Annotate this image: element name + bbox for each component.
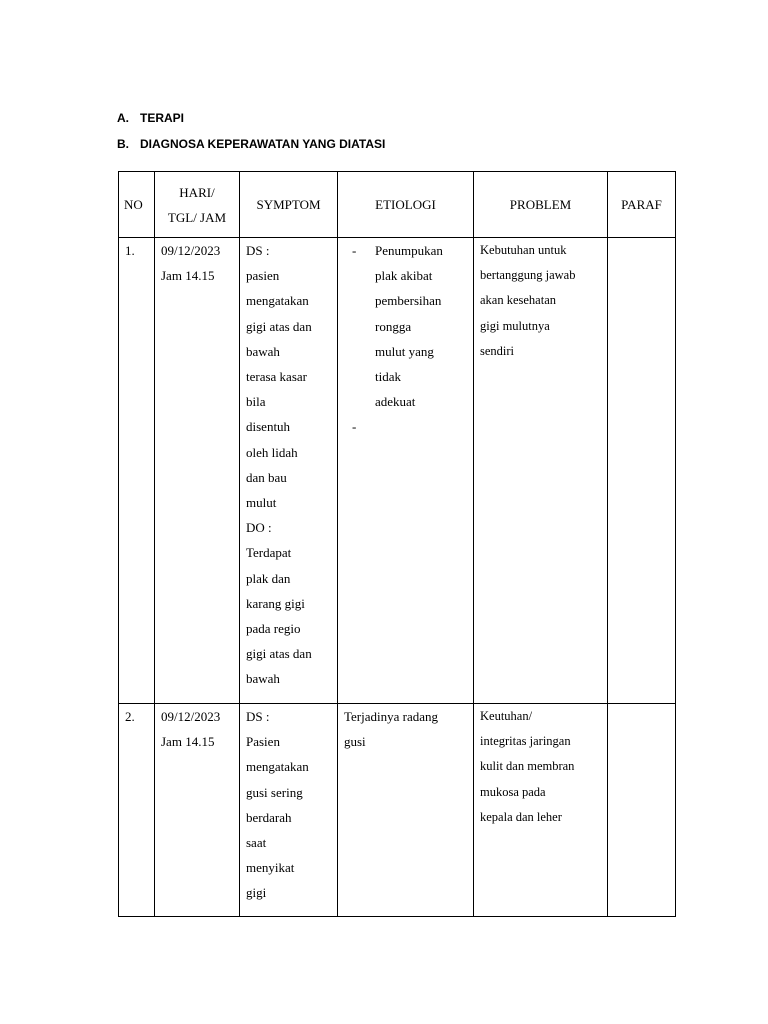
cell-symptom — [240, 704, 338, 917]
text-line: gigi atas dan — [246, 646, 312, 662]
text-line: integritas jaringan — [480, 734, 571, 749]
heading-text: DIAGNOSA KEPERAWATAN YANG DIATASI — [140, 137, 386, 151]
text-line: rongga — [375, 318, 412, 334]
cell-etiologi — [338, 704, 474, 917]
text-line: mulut yang — [375, 343, 434, 359]
date-value: 09/12/2023 — [161, 709, 221, 724]
heading-diagnosa — [117, 137, 385, 151]
text-line: Penumpukan — [375, 243, 443, 258]
table-row — [119, 704, 676, 917]
text-line: DO : — [246, 520, 272, 536]
cell-no: 1. — [119, 238, 155, 704]
heading-letter: B. — [117, 137, 129, 151]
header-date-line1: HARI/ — [179, 184, 215, 200]
header-paraf: PARAF — [608, 172, 676, 238]
cell-date — [155, 704, 240, 917]
text-line: disentuh — [246, 419, 291, 435]
text-line: Terjadinya radang — [344, 709, 439, 724]
header-problem: PROBLEM — [474, 172, 608, 238]
diagnosis-table — [118, 171, 676, 917]
text-line: gigi mulutnya — [480, 318, 550, 333]
cell-problem — [474, 238, 608, 704]
text-line: plak akibat — [375, 268, 433, 284]
text-line: menyikat — [246, 860, 295, 876]
bullet-dash: - — [352, 243, 357, 258]
text-line: DS : — [246, 243, 270, 258]
text-line: mengatakan — [246, 293, 309, 309]
time-value: Jam 14.15 — [161, 268, 215, 284]
cell-no: 2. — [119, 704, 155, 917]
text-line: pasien — [246, 268, 280, 284]
cell-date — [155, 238, 240, 704]
text-line: mukosa pada — [480, 784, 546, 799]
text-line: gusi — [344, 734, 366, 750]
text-line: mulut — [246, 495, 277, 511]
heading-text: TERAPI — [140, 111, 185, 125]
text-line: bila — [246, 394, 266, 410]
bullet-dash: - — [352, 419, 357, 435]
header-date-line2: TGL/ JAM — [167, 209, 227, 225]
header-date — [155, 172, 240, 238]
heading-terapi — [117, 111, 184, 125]
text-line: oleh lidah — [246, 444, 298, 460]
header-no: NO — [119, 172, 155, 238]
text-line: bawah — [246, 343, 280, 359]
text-line: dan bau — [246, 469, 287, 485]
text-line: Keutuhan/ — [480, 709, 533, 723]
text-line: Terdapat — [246, 545, 292, 561]
text-line: pembersihan — [375, 293, 442, 309]
cell-symptom — [240, 238, 338, 704]
header-symptom: SYMPTOM — [240, 172, 338, 238]
cell-paraf — [608, 238, 676, 704]
table-row — [119, 238, 676, 704]
text-line: kulit dan membran — [480, 759, 575, 774]
cell-problem — [474, 704, 608, 917]
text-line: pada regio — [246, 621, 301, 637]
text-line: berdarah — [246, 809, 292, 825]
text-line: gigi atas dan — [246, 318, 312, 334]
cell-etiologi — [338, 238, 474, 704]
text-line: karang gigi — [246, 595, 305, 611]
text-line: plak dan — [246, 570, 291, 586]
text-line: terasa kasar — [246, 369, 307, 385]
text-line: bawah — [246, 671, 280, 687]
text-line: akan kesehatan — [480, 293, 557, 308]
heading-letter: A. — [117, 111, 129, 125]
text-line: Pasien — [246, 734, 280, 750]
text-line: kepala dan leher — [480, 809, 562, 824]
cell-paraf — [608, 704, 676, 917]
text-line: gigi — [246, 885, 267, 901]
time-value: Jam 14.15 — [161, 734, 215, 750]
text-line: DS : — [246, 709, 270, 724]
header-etiologi: ETIOLOGI — [338, 172, 474, 238]
text-line: Kebutuhan untuk — [480, 243, 567, 257]
text-line: gusi sering — [246, 784, 303, 800]
text-line: tidak — [375, 369, 401, 385]
text-line: bertanggung jawab — [480, 268, 576, 283]
text-line: saat — [246, 835, 267, 851]
date-value: 09/12/2023 — [161, 243, 221, 258]
text-line: mengatakan — [246, 759, 309, 775]
text-line: sendiri — [480, 343, 515, 358]
table-header-row — [119, 172, 676, 238]
text-line: adekuat — [375, 394, 416, 410]
